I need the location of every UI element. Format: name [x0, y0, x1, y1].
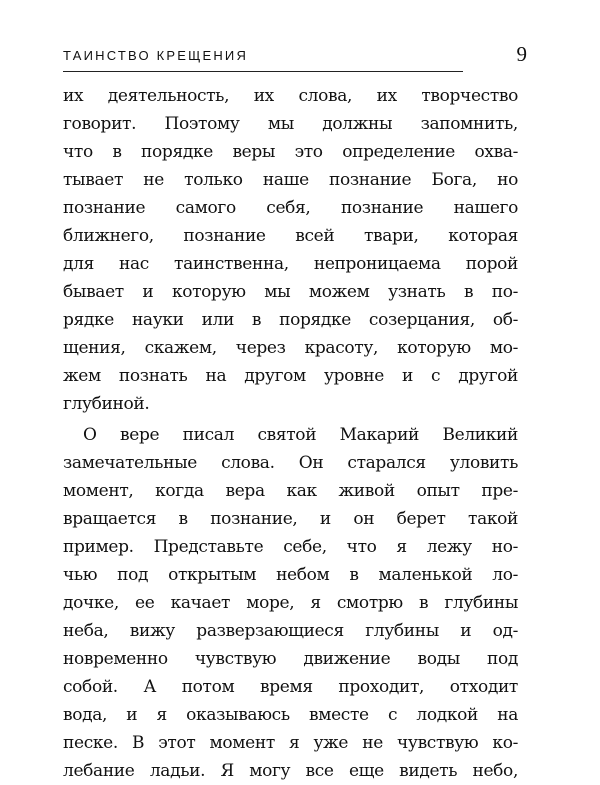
text-line: неба, вижу разверзающиеся глубины и од- [63, 621, 518, 641]
page-number: 9 [516, 42, 527, 66]
text-line: собой. А потом время проходит, отходит [63, 677, 518, 697]
text-line: рядке науки или в порядке созерцания, об- [63, 310, 518, 330]
text-line: бывает и которую мы можем узнать в по- [63, 282, 518, 302]
text-line: замечательные слова. Он старался уловить [63, 453, 518, 473]
header-rule [63, 71, 463, 72]
body-text [63, 82, 518, 785]
text-line: познание самого себя, познание нашего [63, 198, 518, 218]
text-line: говорит. Поэтому мы должны запомнить, [63, 114, 518, 134]
text-line: вода, и я оказываюсь вместе с лодкой на [63, 705, 518, 725]
text-line: тывает не только наше познание Бога, но [63, 170, 518, 190]
text-line: вращается в познание, и он берет такой [63, 509, 518, 529]
text-line: дочке, ее качает море, я смотрю в глубины [63, 593, 518, 613]
text-line: момент, когда вера как живой опыт пре- [63, 481, 518, 501]
text-line: глубиной. [63, 394, 150, 414]
text-line: щения, скажем, через красоту, которую мо- [63, 338, 518, 358]
text-line: что в порядке веры это определение охва- [63, 142, 518, 162]
text-line: пример. Представьте себе, что я лежу но- [63, 537, 518, 557]
text-line: новременно чувствую движение воды под [63, 649, 518, 669]
page-header [63, 40, 533, 74]
text-line: О вере писал святой Макарий Великий [83, 425, 518, 445]
running-head: ТАИНСТВО КРЕЩЕНИЯ [63, 48, 249, 63]
text-line: чью под открытым небом в маленькой ло- [63, 565, 518, 585]
text-line: ближнего, познание всей твари, которая [63, 226, 518, 246]
text-line: их деятельность, их слова, их творчество [63, 86, 518, 106]
text-line: лебание ладьи. Я могу все еще видеть небо, [63, 761, 518, 781]
text-line: песке. В этот момент я уже не чувствую ко- [63, 733, 518, 753]
text-line: для нас таинственна, непроницаема порой [63, 254, 518, 274]
text-line: жем познать на другом уровне и с другой [63, 366, 518, 386]
